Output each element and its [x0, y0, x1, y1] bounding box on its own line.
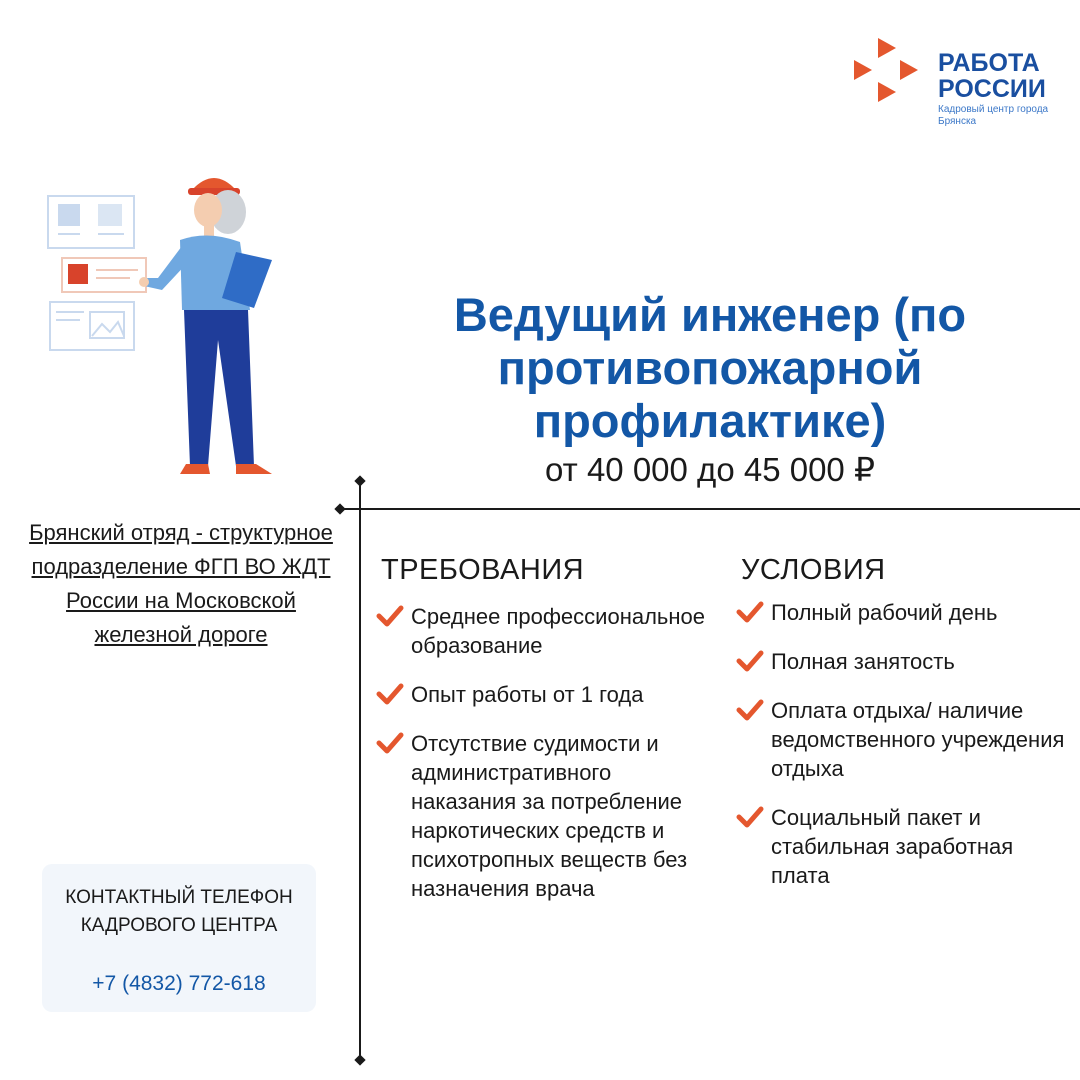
contact-box — [42, 864, 316, 1012]
requirement-text: Отсутствие судимости и административного наказания за потребление наркотических средств и психотропных веществ без назначения врача — [411, 731, 688, 901]
list-item — [376, 729, 716, 903]
list-item — [376, 680, 716, 709]
requirement-text: Опыт работы от 1 года — [411, 682, 644, 707]
salary-range: от 40 000 до 45 000 ₽ — [545, 451, 875, 488]
list-item — [736, 647, 1076, 676]
requirements-heading: ТРЕБОВАНИЯ — [381, 554, 585, 586]
employer-link[interactable]: Брянский отряд - структурное подразделение ФГП ВО ЖДТ России на Московской железной дороге — [29, 520, 333, 647]
check-icon — [376, 683, 404, 705]
requirements-list — [376, 602, 716, 923]
highlight-card-icon — [62, 258, 146, 292]
check-icon — [736, 601, 764, 623]
check-icon — [736, 806, 764, 828]
logo-subtitle: Кадровый центр города Брянска — [938, 104, 1049, 127]
check-icon — [736, 699, 764, 721]
check-icon — [376, 732, 404, 754]
vertical-divider — [359, 480, 361, 1062]
logo — [850, 34, 1060, 134]
document-card-icon — [48, 196, 134, 248]
check-icon — [376, 605, 404, 627]
contact-phone[interactable]: +7 (4832) 772-618 — [92, 972, 266, 995]
conditions-heading: УСЛОВИЯ — [741, 554, 886, 586]
requirement-text: Среднее профессиональное образование — [411, 604, 705, 658]
horizontal-divider — [340, 508, 1080, 510]
list-item — [736, 598, 1076, 627]
engineer-figure — [139, 178, 272, 474]
engineer-illustration — [40, 160, 300, 500]
conditions-list — [736, 598, 1076, 910]
condition-text: Социальный пакет и стабильная заработная плата — [771, 805, 1014, 888]
image-card-icon — [50, 302, 134, 350]
arrows-logo-icon — [850, 34, 930, 114]
logo-title: РАБОТА РОССИИ — [938, 49, 1046, 103]
list-item — [736, 696, 1076, 783]
diamond-bottom-icon — [354, 1054, 365, 1065]
contact-label: КОНТАКТНЫЙ ТЕЛЕФОН КАДРОВОГО ЦЕНТРА — [65, 887, 293, 936]
check-icon — [736, 650, 764, 672]
diamond-left-icon — [334, 503, 345, 514]
list-item — [376, 602, 716, 660]
list-item — [736, 803, 1076, 890]
vacancy-title: Ведущий инженер (по противопожарной профилактике) — [453, 288, 967, 447]
condition-text: Полная занятость — [771, 649, 955, 674]
condition-text: Оплата отдыха/ наличие ведомственного учреждения отдыха — [771, 698, 1065, 781]
condition-text: Полный рабочий день — [771, 600, 998, 625]
